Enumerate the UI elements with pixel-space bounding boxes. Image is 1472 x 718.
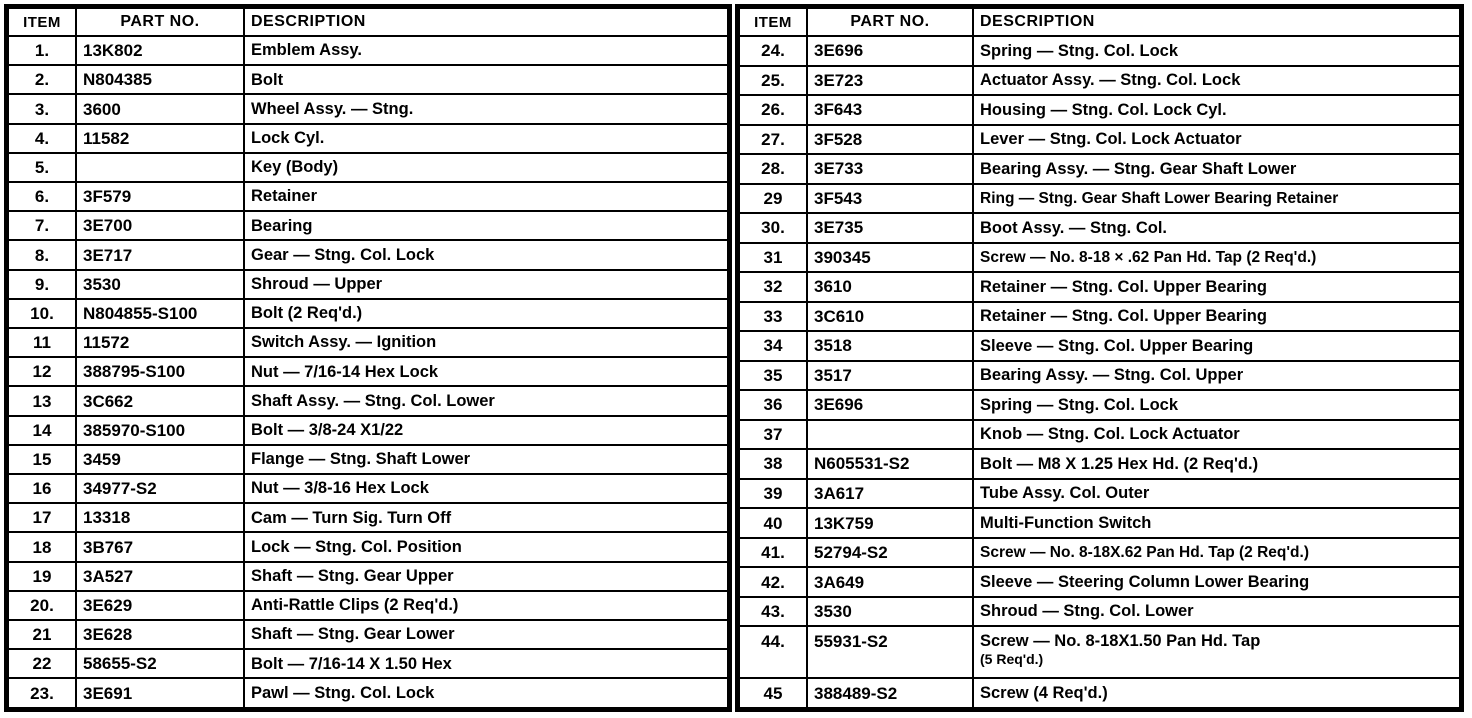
part-description: Nut — 7/16-14 Hex Lock	[244, 357, 728, 386]
part-number: 3A617	[807, 479, 973, 509]
item-number: 9.	[8, 270, 76, 299]
item-number: 37	[739, 420, 807, 450]
item-number: 32	[739, 272, 807, 302]
table-row	[739, 184, 1460, 214]
part-description: Shroud — Upper	[244, 270, 728, 299]
table-row	[8, 678, 728, 708]
item-number: 23.	[8, 678, 76, 708]
part-description: Sleeve — Stng. Col. Upper Bearing	[973, 331, 1460, 361]
part-number	[76, 153, 244, 182]
table-row	[8, 386, 728, 415]
part-number: 34977-S2	[76, 474, 244, 503]
part-number: 13K759	[807, 508, 973, 538]
table-row	[739, 331, 1460, 361]
part-number: 13K802	[76, 36, 244, 65]
part-description: Wheel Assy. — Stng.	[244, 94, 728, 123]
part-number: 3E629	[76, 591, 244, 620]
part-no-column-header: PART NO.	[807, 8, 973, 36]
item-number: 42.	[739, 567, 807, 597]
table-row	[739, 125, 1460, 155]
part-number: 3518	[807, 331, 973, 361]
description-column-header: DESCRIPTION	[973, 8, 1460, 36]
part-description: Emblem Assy.	[244, 36, 728, 65]
part-number: 13318	[76, 503, 244, 532]
item-column-header: ITEM	[8, 8, 76, 36]
table-row	[739, 567, 1460, 597]
part-description: Pawl — Stng. Col. Lock	[244, 678, 728, 708]
part-number: N804385	[76, 65, 244, 94]
part-number: 3E696	[807, 36, 973, 66]
part-description: Screw — No. 8-18X.62 Pan Hd. Tap (2 Req'd.)	[973, 538, 1460, 568]
part-description: Shaft Assy. — Stng. Col. Lower	[244, 386, 728, 415]
table-row	[739, 626, 1460, 678]
part-description: Shaft — Stng. Gear Upper	[244, 562, 728, 591]
item-number: 35	[739, 361, 807, 391]
part-number: 3B767	[76, 532, 244, 561]
part-number: 3E723	[807, 66, 973, 96]
part-description: Multi-Function Switch	[973, 508, 1460, 538]
item-number: 25.	[739, 66, 807, 96]
part-number: 3530	[807, 597, 973, 627]
table-row	[8, 649, 728, 678]
table-row	[739, 95, 1460, 125]
part-description: Shaft — Stng. Gear Lower	[244, 620, 728, 649]
part-number: 388489-S2	[807, 678, 973, 708]
item-number: 38	[739, 449, 807, 479]
part-description: Tube Assy. Col. Outer	[973, 479, 1460, 509]
table-row	[8, 416, 728, 445]
item-number: 19	[8, 562, 76, 591]
item-number: 10.	[8, 299, 76, 328]
part-description: Boot Assy. — Stng. Col.	[973, 213, 1460, 243]
part-description: Bolt — M8 X 1.25 Hex Hd. (2 Req'd.)	[973, 449, 1460, 479]
table-row	[8, 328, 728, 357]
part-description: Retainer — Stng. Col. Upper Bearing	[973, 302, 1460, 332]
table-row	[8, 182, 728, 211]
table-header-row	[8, 8, 728, 36]
part-description: Bearing	[244, 211, 728, 240]
item-number: 27.	[739, 125, 807, 155]
table-row	[739, 597, 1460, 627]
part-description: Spring — Stng. Col. Lock	[973, 36, 1460, 66]
description-column-header: DESCRIPTION	[244, 8, 728, 36]
table-row	[739, 420, 1460, 450]
item-number: 8.	[8, 240, 76, 269]
parts-table-right	[735, 4, 1464, 712]
part-number: N605531-S2	[807, 449, 973, 479]
part-description: Bolt — 7/16-14 X 1.50 Hex	[244, 649, 728, 678]
item-number: 39	[739, 479, 807, 509]
part-description-line-2: (5 Req'd.)	[980, 650, 1044, 667]
part-description: Housing — Stng. Col. Lock Cyl.	[973, 95, 1460, 125]
item-number: 28.	[739, 154, 807, 184]
table-row	[8, 240, 728, 269]
part-number: 3C610	[807, 302, 973, 332]
part-number: 3E733	[807, 154, 973, 184]
item-number: 12	[8, 357, 76, 386]
table-row	[8, 620, 728, 649]
table-row	[739, 361, 1460, 391]
part-description: Spring — Stng. Col. Lock	[973, 390, 1460, 420]
part-number: 3610	[807, 272, 973, 302]
part-description: Bearing Assy. — Stng. Gear Shaft Lower	[973, 154, 1460, 184]
table-row	[739, 390, 1460, 420]
part-number: 58655-S2	[76, 649, 244, 678]
item-number: 5.	[8, 153, 76, 182]
item-number: 2.	[8, 65, 76, 94]
table-row	[8, 153, 728, 182]
item-number: 29	[739, 184, 807, 214]
part-description	[973, 626, 1460, 678]
table-row	[8, 299, 728, 328]
item-number: 24.	[739, 36, 807, 66]
table-row	[8, 591, 728, 620]
part-number: 3E691	[76, 678, 244, 708]
table-row	[739, 302, 1460, 332]
item-number: 7.	[8, 211, 76, 240]
part-description: Screw — No. 8-18 × .62 Pan Hd. Tap (2 Req'd.)	[973, 243, 1460, 273]
part-no-column-header: PART NO.	[76, 8, 244, 36]
item-number: 15	[8, 445, 76, 474]
part-description: Nut — 3/8-16 Hex Lock	[244, 474, 728, 503]
table-row	[739, 154, 1460, 184]
part-number: N804855-S100	[76, 299, 244, 328]
part-description: Bolt (2 Req'd.)	[244, 299, 728, 328]
table-row	[8, 211, 728, 240]
table-row	[739, 508, 1460, 538]
table-row	[8, 357, 728, 386]
item-number: 31	[739, 243, 807, 273]
table-row	[8, 94, 728, 123]
table-row	[8, 65, 728, 94]
item-number: 11	[8, 328, 76, 357]
part-number	[807, 420, 973, 450]
part-description: Shroud — Stng. Col. Lower	[973, 597, 1460, 627]
part-number: 3E696	[807, 390, 973, 420]
item-number: 44.	[739, 626, 807, 678]
item-number: 36	[739, 390, 807, 420]
table-row	[739, 36, 1460, 66]
item-number: 3.	[8, 94, 76, 123]
part-number: 3F643	[807, 95, 973, 125]
item-number: 4.	[8, 124, 76, 153]
part-number: 3F579	[76, 182, 244, 211]
item-number: 30.	[739, 213, 807, 243]
part-number: 3C662	[76, 386, 244, 415]
part-number: 3F543	[807, 184, 973, 214]
part-description: Sleeve — Steering Column Lower Bearing	[973, 567, 1460, 597]
part-number: 52794-S2	[807, 538, 973, 568]
item-number: 20.	[8, 591, 76, 620]
part-description: Flange — Stng. Shaft Lower	[244, 445, 728, 474]
parts-table-left	[4, 4, 732, 712]
part-number: 55931-S2	[807, 626, 973, 678]
part-description: Actuator Assy. — Stng. Col. Lock	[973, 66, 1460, 96]
part-number: 3A527	[76, 562, 244, 591]
item-number: 17	[8, 503, 76, 532]
item-number: 13	[8, 386, 76, 415]
part-description: Lever — Stng. Col. Lock Actuator	[973, 125, 1460, 155]
part-description: Switch Assy. — Ignition	[244, 328, 728, 357]
item-number: 14	[8, 416, 76, 445]
part-description: Bolt	[244, 65, 728, 94]
part-description: Cam — Turn Sig. Turn Off	[244, 503, 728, 532]
item-number: 16	[8, 474, 76, 503]
item-number: 22	[8, 649, 76, 678]
item-number: 26.	[739, 95, 807, 125]
part-number: 3459	[76, 445, 244, 474]
table-header-row	[739, 8, 1460, 36]
part-number: 3A649	[807, 567, 973, 597]
part-number: 11572	[76, 328, 244, 357]
part-description: Knob — Stng. Col. Lock Actuator	[973, 420, 1460, 450]
table-row	[8, 445, 728, 474]
item-number: 18	[8, 532, 76, 561]
item-number: 40	[739, 508, 807, 538]
part-description: Retainer — Stng. Col. Upper Bearing	[973, 272, 1460, 302]
item-number: 33	[739, 302, 807, 332]
part-number: 3600	[76, 94, 244, 123]
table-row	[739, 272, 1460, 302]
part-number: 3E735	[807, 213, 973, 243]
part-description: Retainer	[244, 182, 728, 211]
part-number: 11582	[76, 124, 244, 153]
part-description-line-1: Screw — No. 8-18X1.50 Pan Hd. Tap	[980, 632, 1261, 651]
part-number: 390345	[807, 243, 973, 273]
part-description: Lock Cyl.	[244, 124, 728, 153]
part-number: 3F528	[807, 125, 973, 155]
table-row	[8, 124, 728, 153]
part-number: 385970-S100	[76, 416, 244, 445]
part-description: Ring — Stng. Gear Shaft Lower Bearing Retainer	[973, 184, 1460, 214]
item-number: 1.	[8, 36, 76, 65]
part-description: Gear — Stng. Col. Lock	[244, 240, 728, 269]
part-number: 388795-S100	[76, 357, 244, 386]
part-description: Key (Body)	[244, 153, 728, 182]
item-number: 6.	[8, 182, 76, 211]
table-row	[8, 503, 728, 532]
table-row	[8, 474, 728, 503]
item-number: 21	[8, 620, 76, 649]
part-description: Anti-Rattle Clips (2 Req'd.)	[244, 591, 728, 620]
parts-list	[4, 4, 1464, 712]
table-row	[739, 66, 1460, 96]
part-number: 3E700	[76, 211, 244, 240]
item-column-header: ITEM	[739, 8, 807, 36]
table-row	[739, 678, 1460, 708]
table-row	[739, 243, 1460, 273]
table-row	[8, 36, 728, 65]
part-number: 3517	[807, 361, 973, 391]
part-number: 3530	[76, 270, 244, 299]
table-row	[739, 479, 1460, 509]
part-number: 3E717	[76, 240, 244, 269]
part-description: Bolt — 3/8-24 X1/22	[244, 416, 728, 445]
part-description: Bearing Assy. — Stng. Col. Upper	[973, 361, 1460, 391]
table-row	[739, 449, 1460, 479]
table-row	[739, 538, 1460, 568]
table-row	[8, 562, 728, 591]
item-number: 45	[739, 678, 807, 708]
part-description: Screw (4 Req'd.)	[973, 678, 1460, 708]
part-number: 3E628	[76, 620, 244, 649]
table-row	[8, 270, 728, 299]
item-number: 41.	[739, 538, 807, 568]
item-number: 34	[739, 331, 807, 361]
table-row	[8, 532, 728, 561]
item-number: 43.	[739, 597, 807, 627]
part-description: Lock — Stng. Col. Position	[244, 532, 728, 561]
table-row	[739, 213, 1460, 243]
